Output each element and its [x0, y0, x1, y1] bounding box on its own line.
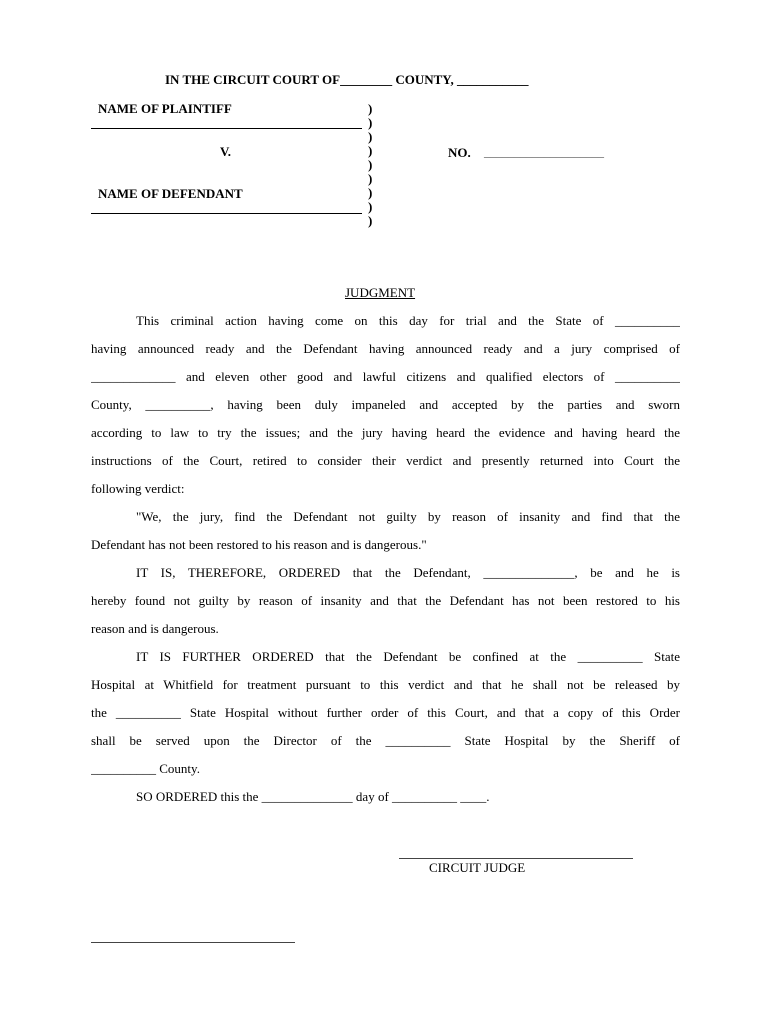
text-line: __________ County. [91, 761, 200, 776]
defendant-name-line [91, 213, 362, 214]
text-line: shall be served upon the Director of the __________ State Hospital by the Sheriff of [91, 733, 680, 748]
caption-paren: ) [368, 213, 373, 228]
text-line: having announced ready and the Defendant having announced ready and a jury comprised of [91, 341, 680, 356]
paragraph-so-ordered [91, 783, 680, 811]
caption-paren: ) [368, 199, 373, 214]
text-line: "We, the jury, find the Defendant not guilty by reason of insanity and find that the [136, 509, 680, 524]
caption-paren: ) [368, 115, 373, 130]
plaintiff-label: NAME OF PLAINTIFF [98, 101, 232, 116]
caption-paren: ) [368, 171, 373, 186]
text-line: according to law to try the issues; and the jury having heard the evidence and having heard the [91, 425, 680, 440]
paragraph-ordered [91, 559, 680, 643]
text-line: the __________ State Hospital without further order of this Court, and that a copy of this Order [91, 705, 680, 720]
text-line: Defendant has not been restored to his reason and is dangerous." [91, 537, 427, 552]
court-heading: IN THE CIRCUIT COURT OF________ COUNTY, ___________ [165, 72, 529, 87]
judge-signature-line [399, 858, 633, 859]
text-line: SO ORDERED this the ______________ day of __________ ____. [136, 789, 490, 804]
text-line: _____________ and eleven other good and lawful citizens and qualified electors of __________ [91, 369, 680, 384]
document-title: JUDGMENT [345, 285, 416, 300]
text-line: IT IS FURTHER ORDERED that the Defendant be confined at the __________ State [136, 649, 680, 664]
bottom-signature-line [91, 942, 295, 943]
caption-paren: ) [368, 157, 373, 172]
paragraph-further-ordered [91, 643, 680, 783]
caption-paren: ) [368, 185, 373, 200]
text-line: following verdict: [91, 481, 185, 496]
versus-label: V. [220, 144, 231, 159]
defendant-label: NAME OF DEFENDANT [98, 186, 243, 201]
caption-paren: ) [368, 101, 373, 116]
text-line: instructions of the Court, retired to consider their verdict and presently returned into Court the [91, 453, 680, 468]
paragraph-intro [91, 307, 680, 503]
text-line: County, __________, having been duly impaneled and accepted by the parties and sworn [91, 397, 680, 412]
judge-label: CIRCUIT JUDGE [429, 860, 526, 875]
caption-paren: ) [368, 143, 373, 158]
text-line: IT IS, THEREFORE, ORDERED that the Defendant, ______________, be and he is [136, 565, 680, 580]
caption-paren: ) [368, 129, 373, 144]
text-line: reason and is dangerous. [91, 621, 219, 636]
text-line: hereby found not guilty by reason of insanity and that the Defendant has not been restored to his [91, 593, 680, 608]
text-line: Hospital at Whitfield for treatment pursuant to this verdict and that he shall not be released by [91, 677, 680, 692]
case-number-label: NO. [448, 145, 471, 160]
text-line: This criminal action having come on this day for trial and the State of __________ [136, 313, 680, 328]
plaintiff-name-line [91, 128, 362, 129]
case-number-blank: ____________________ [484, 145, 604, 159]
paragraph-verdict [91, 503, 680, 559]
